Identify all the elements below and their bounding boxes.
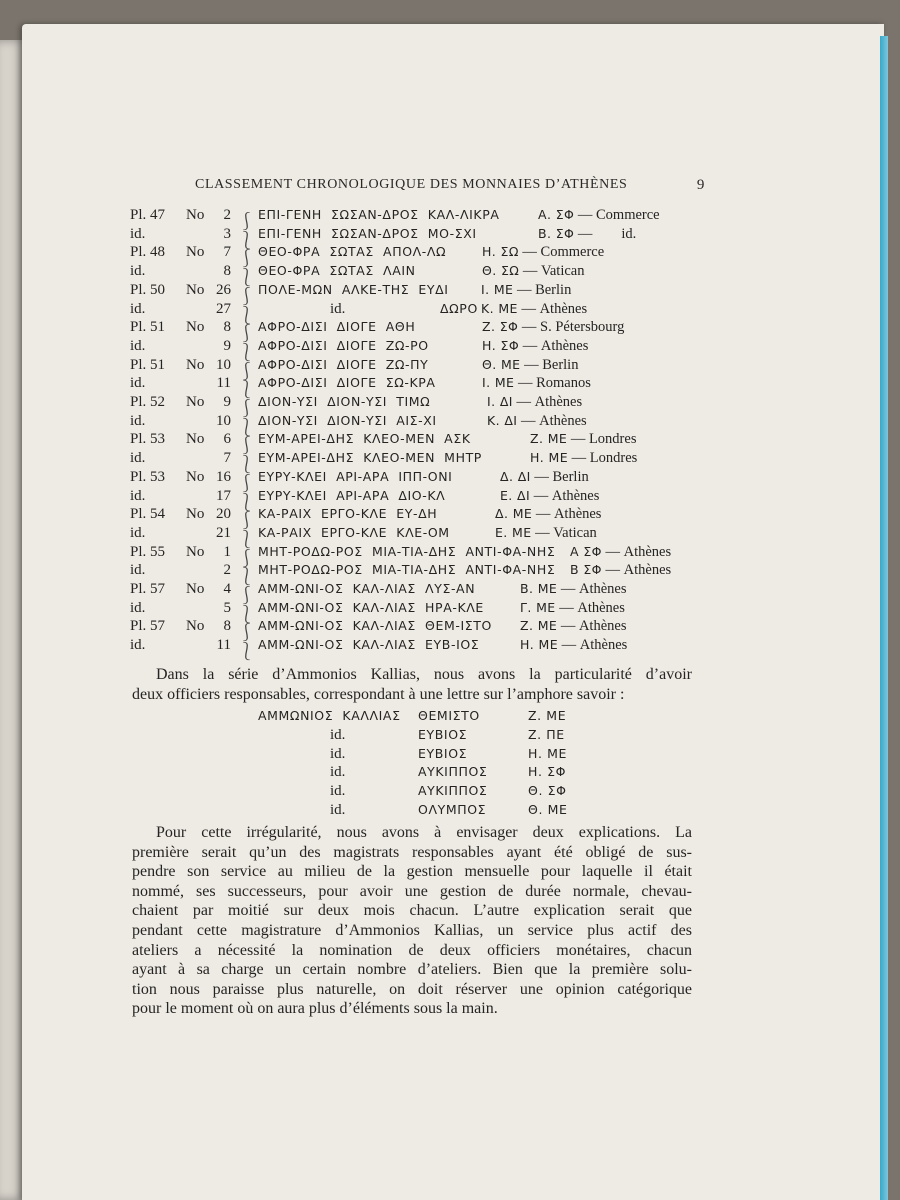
location [530,450,637,467]
officer-row [0,746,900,766]
coin-row [0,207,900,231]
coin-row [0,618,900,643]
coin-row [0,225,900,250]
coin-number: 8 [223,618,231,635]
coin-row [0,637,900,662]
greek-inscription: ΑΜΜ-ΩΝΙ-ΟΣ ΚΑΛ-ΛΙΑΣ ΗΡΑ-ΚΛΕ [258,599,484,615]
greek-inscription: ΜΗΤ-ΡΟΔΩ-ΡΟΣ ΜΙΑ-ΤΙΑ-ΔΗΣ ΑΝΤΙ-ΦΑ-ΝΗΣ [258,562,556,578]
location [530,431,636,448]
pair-brace: ⎱ [238,305,255,325]
plate-number: id. [130,487,146,504]
mint-mark: Β. ΣΦ [538,225,575,241]
pair-brace: ⎰ [238,361,255,381]
page-number: 9 [696,177,705,193]
coin-row [0,543,900,568]
closing-paragraph [132,823,692,1019]
officer-name: ΑΥΚΙΠΠΟΣ [418,783,488,799]
number-sign: No [186,543,205,560]
pair-brace: ⎰ [238,623,255,643]
pair-brace: ⎰ [238,586,255,605]
header-title: CLASSEMENT CHRONOLOGIQUE DES MONNAIES D’ATHÈNES [195,177,628,192]
coin-number: 16 [216,468,231,485]
plate-number: Pl. 47 [130,207,166,223]
coin-row [0,487,900,512]
number-sign: No [186,319,205,336]
plate-number: Pl. 51 [130,319,166,336]
collection-name: — id. [574,225,637,242]
plate-number: id. [130,599,146,616]
pair-brace: ⎰ [238,249,255,269]
month-mark: Θ. ΣΦ [528,783,567,799]
collection-name: — Londres [568,450,638,467]
officer-row [0,727,900,747]
number-sign: No [186,356,205,373]
collection-name: — Athènes [512,394,583,410]
paragraph-line: Dans la série d’Ammonios Kallias, nous avons la particularité d’avoir [156,666,692,683]
ditto-mark: id. [330,783,346,800]
intro-paragraph [132,665,692,704]
plate-number: Pl. 55 [130,543,166,560]
plate-number: id. [130,375,146,392]
coin-row [0,300,900,325]
ditto-mark: id. [330,764,346,781]
plate-number: Pl. 50 [130,281,166,298]
pair-brace: ⎰ [238,436,255,456]
month-mark: Η. ΜΕ [528,745,568,761]
coin-number: 7 [223,244,231,261]
number-sign: No [186,281,205,298]
officer-name: ΕΥΒΙΟΣ [418,726,468,742]
coin-number: 9 [223,337,231,354]
pair-brace: ⎱ [238,417,255,437]
collection-name: — Athènes [601,543,672,560]
coin-row [0,281,900,306]
collection-name: — Vatican [519,263,585,280]
collection-name: — Athènes [601,562,672,579]
plate-number: id. [130,225,146,242]
greek-inscription: ΑΜΜ-ΩΝΙ-ΟΣ ΚΑΛ-ΛΙΑΣ ΕΥΒ-ΙΟΣ [258,637,480,653]
plate-number: id. [130,524,146,541]
month-mark: Ζ. ΜΕ [528,708,567,723]
plate-number: id. [130,263,146,280]
greek-inscription: ΔΩΡΟ [440,300,478,316]
location [482,375,591,392]
pair-brace: ⎱ [238,268,255,288]
number-sign: No [186,244,205,261]
collection-name: — Athènes [530,487,600,504]
coin-number: 11 [216,375,231,392]
mint-mark: Δ. ΔΙ [500,468,531,484]
collection-name: — Athènes [557,618,627,635]
greek-inscription: ΚΑ-ΡΑΙΧ ΕΡΓΟ-ΚΛΕ ΚΛΕ-ΟΜ [258,524,450,540]
greek-inscription: ΘΕΟ-ΦΡΑ ΣΩΤΑΣ ΛΑΙΝ [258,263,416,279]
number-sign: No [186,468,205,485]
mint-mark: Η. ΣΩ [482,244,519,260]
mint-mark: Ζ. ΜΕ [530,431,568,447]
plate-number: Pl. 57 [130,581,166,597]
pair-brace: ⎱ [238,380,255,400]
location [487,413,587,430]
collection-name: — Commerce [518,244,605,261]
officer-row [0,764,900,784]
coin-row [0,468,900,493]
coin-row [0,356,900,381]
pair-brace: ⎰ [238,473,255,493]
collection-name: — Berlin [513,281,572,298]
greek-inscription: ΚΑ-ΡΑΙΧ ΕΡΓΟ-ΚΛΕ ΕΥ-ΔΗ [258,506,438,522]
paragraph-line: ayant à sa charge un certain nombre d’ateliers. Bien que la première solu- [132,961,692,979]
collection-name: — Athènes [555,599,625,616]
coin-number: 1 [223,543,231,560]
collection-name: — S. Pétersbourg [518,319,625,336]
officer-row [0,802,900,822]
location [482,319,624,336]
location [487,394,582,411]
collection-name: — Athènes [517,300,588,317]
paragraph-line: première serait qu’un des magistrats responsables ayant été obligé de sus- [132,843,692,861]
greek-inscription: ΕΥΜ-ΑΡΕΙ-ΔΗΣ ΚΛΕΟ-ΜΕΝ ΜΗΤΡ [258,450,482,466]
pair-brace: ⎰ [238,511,255,531]
coin-number: 21 [216,524,231,541]
coin-number: 27 [216,300,231,317]
coin-number: 6 [223,431,231,448]
greek-inscription: ΜΗΤ-ΡΟΔΩ-ΡΟΣ ΜΙΑ-ΤΙΑ-ΔΗΣ ΑΝΤΙ-ΦΑ-ΝΗΣ [258,543,556,559]
plate-number: Pl. 52 [130,394,166,410]
greek-inscription: ΑΜΜ-ΩΝΙ-ΟΣ ΚΑΛ-ΛΙΑΣ ΘΕΜ-ΙΣΤΟ [258,618,492,634]
coin-row [0,581,900,605]
location [495,506,601,523]
greek-inscription: ΕΠΙ-ΓΕΝΗ ΣΩΣΑΝ-ΔΡΟΣ ΚΑΛ-ΛΙΚΡΑ [258,207,500,222]
ditto-mark: id. [330,300,346,317]
plate-number: Pl. 51 [130,356,166,373]
paragraph-line: pendant cette magistrature d’Ammonios Kallias, un service plus actif des [132,921,692,939]
location [481,301,587,318]
mint-mark: Θ. ΣΩ [482,263,520,279]
number-sign: No [186,394,205,410]
location [481,282,571,299]
plate-number: Pl. 53 [130,431,166,448]
coin-number: 3 [223,225,231,242]
officer-row [0,708,900,728]
collection-name: — Romanos [514,375,591,392]
plate-number: Pl. 53 [130,468,166,485]
coin-number: 17 [216,487,231,504]
pair-brace: ⎱ [238,604,255,624]
plate-number: id. [130,300,146,317]
paragraph-line: ateliers a nécessité la nomination de deux officiers monétaires, chacun [132,941,692,959]
mint-mark: Η. ΜΕ [530,450,569,466]
location [482,244,604,261]
mint-mark: Η. ΜΕ [520,637,559,653]
coin-number: 11 [216,637,231,654]
coin-number: 5 [223,599,231,616]
greek-inscription: ΑΜΜ-ΩΝΙ-ΟΣ ΚΑΛ-ΛΙΑΣ ΛΥΣ-ΑΝ [258,581,476,596]
pair-brace: ⎰ [238,324,255,344]
location [520,581,626,598]
paragraph-line: tion nous paraisse plus naturelle, on doit réserver une opinion catégorique [132,980,692,998]
greek-inscription: ΔΙΟΝ-ΥΣΙ ΔΙΟΝ-ΥΣΙ ΤΙΜΩ [258,394,431,409]
plate-number: id. [130,637,146,654]
coin-row [0,599,900,624]
collection-name: — Berlin [520,356,579,373]
mint-mark: Α. ΣΦ [538,207,575,222]
paragraph-line: nommé, ses successeurs, pour avoir une gestion de durée normale, chevau- [132,882,692,900]
pair-brace: ⎱ [238,230,255,250]
coin-number: 2 [223,207,231,223]
plate-number: id. [130,412,146,429]
paragraph-line: deux officiers responsables, correspondant à une lettre sur l’amphore savoir : [132,685,625,703]
pair-brace: ⎱ [238,642,255,662]
location [482,357,578,374]
number-sign: No [186,431,205,448]
pair-brace: ⎱ [238,342,255,362]
collection-name: — Vatican [531,524,597,541]
month-mark: Ζ. ΠΕ [528,726,565,742]
greek-inscription: ΕΥΡΥ-ΚΛΕΙ ΑΡΙ-ΑΡΑ ΔΙΟ-ΚΛ [258,487,446,503]
number-sign: No [186,581,205,597]
mint-mark: Ι. ΜΕ [482,375,515,391]
paragraph-line: Pour cette irrégularité, nous avons à envisager deux explications. La [156,824,692,841]
pair-brace: ⎰ [238,548,255,568]
mint-mark: Θ. ΜΕ [482,356,521,372]
location [495,525,597,542]
officer-name: ΕΥΒΙΟΣ [418,745,468,761]
greek-inscription: ΘΕΟ-ΦΡΑ ΣΩΤΑΣ ΑΠΟΛ-ΛΩ [258,244,447,260]
greek-inscription: ΑΦΡΟ-ΔΙΣΙ ΔΙΟΓΕ ΖΩ-ΡΟ [258,337,429,353]
coin-number: 9 [223,394,231,410]
coin-row [0,319,900,344]
coin-row [0,263,900,288]
mint-mark: Γ. ΜΕ [520,599,556,615]
number-sign: No [186,506,205,523]
location [538,207,660,224]
coin-row [0,375,900,400]
location [570,544,671,561]
pair-brace: ⎱ [238,492,255,512]
mint-mark: Ε. ΔΙ [500,487,531,503]
collection-name: — Berlin [530,468,589,485]
collection-name: — Athènes [519,337,589,354]
coin-number: 8 [223,263,231,280]
location [500,469,589,486]
greek-inscription: ΠΟΛΕ-ΜΩΝ ΑΛΚΕ-ΤΗΣ ΕΥΔΙ [258,281,449,297]
greek-inscription: ΑΦΡΟ-ΔΙΣΙ ΔΙΟΓΕ ΑΘΗ [258,319,416,335]
location [482,338,588,355]
plate-number: id. [130,562,146,579]
coin-number: 10 [216,356,231,373]
coin-row [0,562,900,587]
location [538,226,636,243]
coin-number: 10 [216,412,231,429]
officer-name: ΘΕΜΙΣΤΟ [418,708,480,723]
coin-number: 20 [216,506,231,523]
plate-number: Pl. 48 [130,244,166,261]
mint-mark: Ε. ΜΕ [495,524,532,540]
location [520,600,625,617]
mint-mark: Α ΣΦ [570,543,602,559]
greek-inscription: ΕΥΡΥ-ΚΛΕΙ ΑΡΙ-ΑΡΑ ΙΠΠ-ΟΝΙ [258,468,453,484]
officer-name: ΑΥΚΙΠΠΟΣ [418,764,488,780]
pair-brace: ⎰ [238,399,255,418]
mint-mark: Ι. ΜΕ [481,281,514,297]
mint-mark: Η. ΣΦ [482,337,520,353]
plate-number: Pl. 57 [130,618,166,635]
greek-inscription: ΑΦΡΟ-ΔΙΣΙ ΔΙΟΓΕ ΖΩ-ΠΥ [258,356,429,372]
coin-row [0,524,900,549]
greek-inscription: ΕΠΙ-ΓΕΝΗ ΣΩΣΑΝ-ΔΡΟΣ ΜΟ-ΣΧΙ [258,225,477,241]
mint-mark: Ζ. ΜΕ [520,618,558,634]
coin-row [0,244,900,269]
coin-number: 7 [223,450,231,467]
pair-brace: ⎱ [238,529,255,549]
pair-brace: ⎱ [238,455,255,475]
ditto-mark: id. [330,745,346,762]
coin-row [0,337,900,362]
mint-mark: Β. ΜΕ [520,581,558,596]
mint-mark: Ι. ΔΙ [487,394,513,409]
collection-name: — Commerce [574,207,660,223]
collection-name: — Londres [567,431,637,448]
coin-row [0,506,900,531]
number-sign: No [186,618,205,635]
coin-number: 26 [216,281,231,298]
coin-row [0,412,900,437]
ditto-mark: id. [330,726,346,743]
month-mark: Θ. ΜΕ [528,802,568,817]
coin-number: 4 [223,581,231,597]
pair-brace: ⎱ [238,567,255,587]
month-mark: Η. ΣΦ [528,764,567,780]
collection-name: — Athènes [532,506,602,523]
paragraph-line: chaient par moitié sur deux mois chacun. L’autre explication serait que [132,902,692,920]
plate-number: id. [130,337,146,354]
location [570,562,671,579]
coin-number: 2 [223,562,231,579]
officer-row [0,783,900,803]
mint-mark: Β ΣΦ [570,562,602,578]
location [520,637,627,654]
mint-mark: Κ. ΜΕ [481,300,518,316]
location [482,263,584,280]
mint-mark: Δ. ΜΕ [495,506,533,522]
coin-row [0,394,900,418]
pair-brace: ⎰ [238,212,255,231]
greek-inscription: ΕΥΜ-ΑΡΕΙ-ΔΗΣ ΚΛΕΟ-ΜΕΝ ΑΣΚ [258,431,471,447]
collection-name: — Athènes [517,412,587,429]
collection-name: — Athènes [558,637,628,654]
mint-mark: Κ. ΔΙ [487,412,518,428]
location [520,618,626,635]
pair-brace: ⎰ [238,286,255,306]
greek-inscription: ΑΦΡΟ-ΔΙΣΙ ΔΙΟΓΕ ΣΩ-ΚΡΑ [258,375,436,391]
coin-number: 8 [223,319,231,336]
ditto-mark: id. [330,802,346,818]
magistrate-names: ΑΜΜΩΝΙΟΣ ΚΑΛΛΙΑΣ [258,708,401,723]
number-sign: No [186,207,205,223]
collection-name: — Athènes [557,581,627,597]
officer-name: ΟΛΥΜΠΟΣ [418,802,487,817]
coin-row [0,450,900,475]
paragraph-line: pendre son service au milieu de la gestion mensuelle pour laquelle il était [132,863,692,881]
location [500,488,599,505]
plate-number: Pl. 54 [130,506,166,523]
paragraph-line: pour le moment où on aura plus d’éléments sous la main. [132,1000,498,1018]
greek-inscription: ΔΙΟΝ-ΥΣΙ ΔΙΟΝ-ΥΣΙ ΑΙΣ-ΧΙ [258,412,437,428]
running-header [195,177,705,197]
mint-mark: Ζ. ΣΦ [482,319,519,335]
coin-row [0,431,900,456]
plate-number: id. [130,450,146,467]
